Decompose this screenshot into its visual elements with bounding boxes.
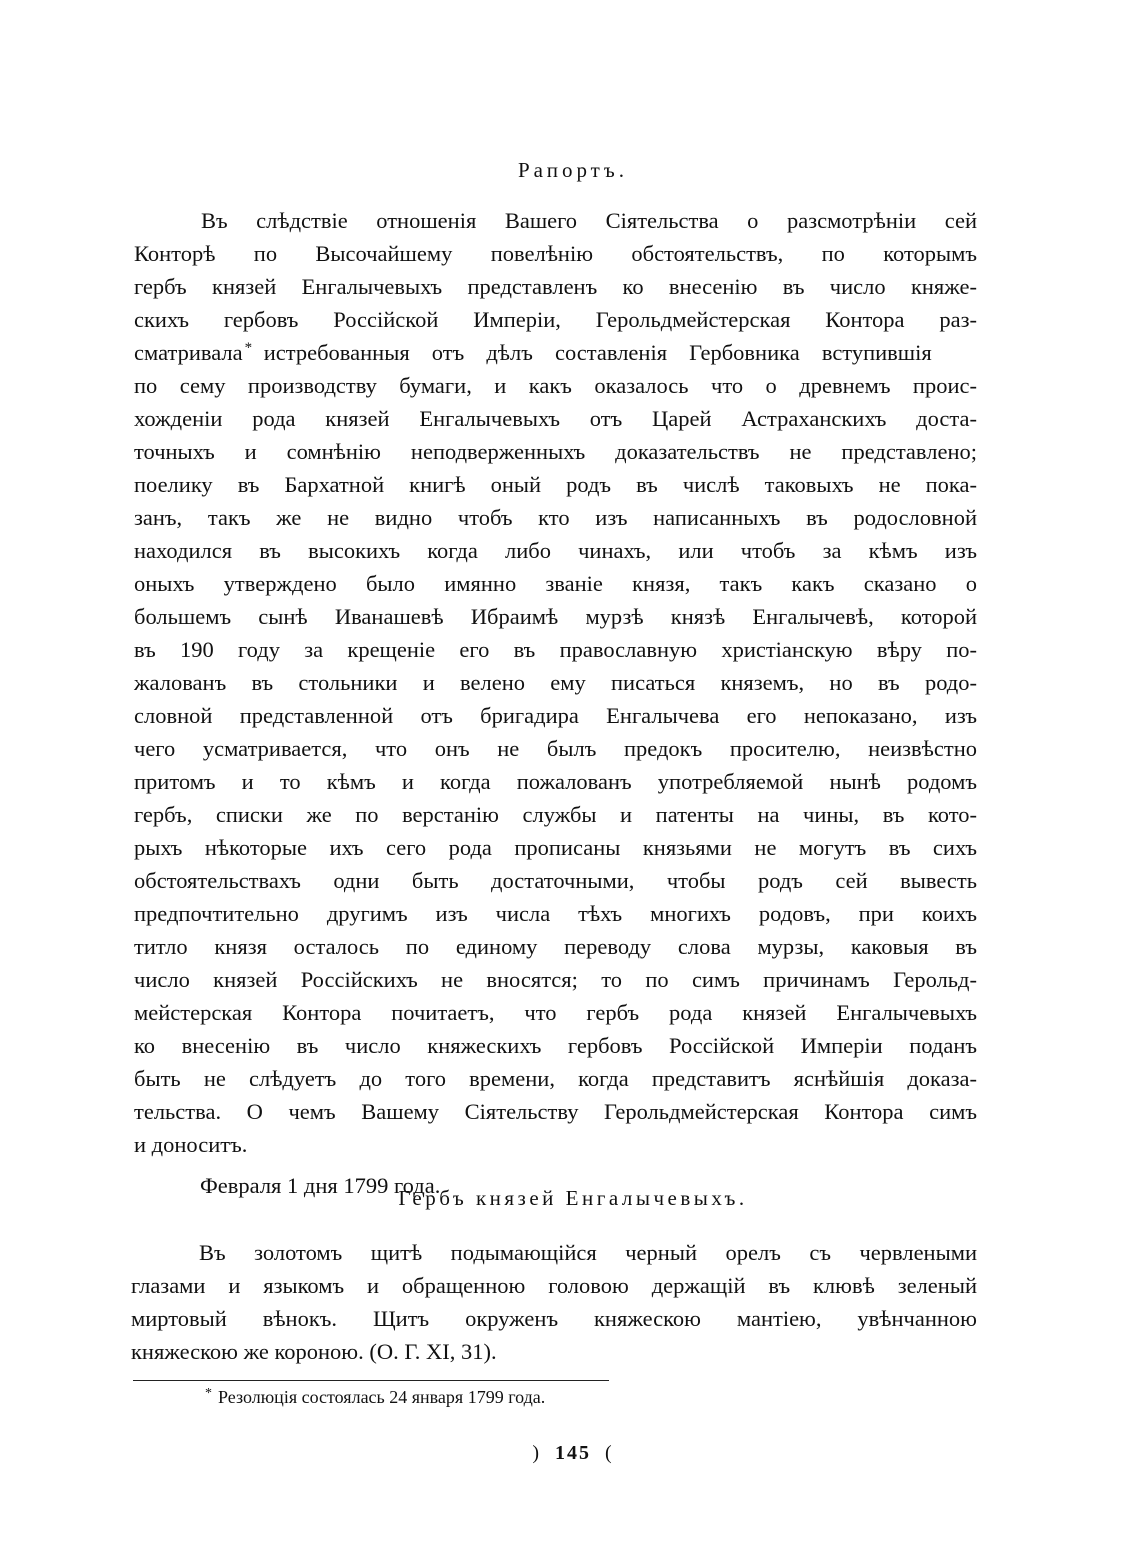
report-line: мейстерская Контора почитаетъ, что гербъ рода князей Енгалычевыхъ: [134, 1000, 977, 1025]
footnote-divider: [133, 1380, 609, 1381]
page-number-left-bracket: ): [532, 1442, 541, 1464]
report-line: ко внесенію въ число княжескихъ гербовъ Россійской Имперіи поданъ: [134, 1033, 977, 1058]
report-line-fragment: сматривала: [134, 340, 243, 365]
report-line: гербъ князей Енгалычевыхъ представленъ ко внесенію въ число княже-: [134, 274, 977, 299]
report-line: число князей Россійскихъ не вносятся; то по симъ причинамъ Герольд-: [134, 967, 977, 992]
report-line: притомъ и то кѣмъ и когда пожалованъ употребляемой нынѣ родомъ: [134, 769, 977, 794]
report-line: тельства. О чемъ Вашему Сіятельству Герольдмейстерская Контора симъ: [134, 1099, 977, 1124]
page-number-value: 145: [555, 1442, 591, 1464]
report-line: Конторѣ по Высочайшему повелѣнію обстоятельствъ, по которымъ: [134, 241, 977, 266]
report-line: скихъ гербовъ Россійской Имперіи, Герольдмейстерская Контора раз-: [134, 307, 977, 332]
footnote-text: Резолюція состоялась 24 января 1799 года.: [218, 1387, 546, 1407]
report-line: Въ слѣдствіе отношенія Вашего Сіятельства о разсмотрѣніи сей: [201, 208, 977, 233]
arms-line: княжескою же короною. (О. Г. XI, 31).: [131, 1339, 497, 1364]
report-line: по сему производству бумаги, и какъ оказалось что о древнемъ проис-: [134, 373, 977, 398]
report-line: обстоятельствахъ одни быть достаточными, чтобы родъ сей вывесть: [134, 868, 977, 893]
arms-line: Въ золотомъ щитѣ подымающійся черный орелъ съ червлеными: [199, 1240, 977, 1265]
report-line: занъ, такъ же не видно чтобъ кто изъ написанныхъ въ родословной: [134, 505, 977, 530]
report-line: титло князя осталось по единому переводу слова мурзы, каковыя въ: [134, 934, 977, 959]
report-line: гербъ, списки же по верстанію службы и патенты на чины, въ кото-: [134, 802, 977, 827]
arms-line: глазами и языкомъ и обращенною головою держащій въ клювѣ зеленый: [131, 1273, 977, 1298]
report-line: чего усматривается, что онъ не былъ предокъ просителю, неизвѣстно: [134, 736, 977, 761]
report-line: словной представленной отъ бригадира Енгалычева его непоказано, изъ: [134, 703, 977, 728]
footnote-mark: *: [205, 1386, 212, 1401]
report-line-fragment: истребованныя отъ дѣлъ составленія Гербовника вступившія: [263, 340, 932, 365]
arms-line: миртовый вѣнокъ. Щитъ окруженъ княжескою мантіею, увѣнчанною: [131, 1306, 977, 1331]
report-line: быть не слѣдуетъ до того времени, когда представитъ яснѣйшія доказа-: [134, 1066, 977, 1091]
report-line: предпочтительно другимъ изъ числа тѣхъ многихъ родовъ, при коихъ: [134, 901, 977, 926]
report-line: въ 190 году за крещеніе его въ православную христіанскую вѣру по-: [134, 637, 977, 662]
report-line: большемъ сынѣ Иванашевѣ Ибраимѣ мурзѣ князѣ Енгалычевѣ, которой: [134, 604, 977, 629]
report-date: Февраля 1 дня 1799 года.: [200, 1173, 441, 1198]
report-line: оныхъ утверждено было имянно званіе князя, такъ какъ сказано о: [134, 571, 977, 596]
arms-title: Гербъ князей Енгалычевыхъ.: [398, 1186, 748, 1210]
report-line: поелику въ Бархатной книгѣ оный родъ въ числѣ таковыхъ не пока-: [134, 472, 977, 497]
report-line: хожденіи рода князей Енгалычевыхъ отъ Царей Астраханскихъ доста-: [134, 406, 977, 431]
report-line: [134, 337, 977, 369]
report-line: находился въ высокихъ когда либо чинахъ, или чтобъ за кѣмъ изъ: [134, 538, 977, 563]
report-title: Рапортъ.: [518, 158, 628, 182]
page-number-right-bracket: (: [605, 1442, 614, 1464]
report-line: и доноситъ.: [134, 1132, 248, 1157]
report-line: рыхъ нѣкоторые ихъ сего рода прописаны князьями не могутъ въ сихъ: [134, 835, 977, 860]
footnote-reference-mark: *: [244, 340, 253, 356]
report-line: точныхъ и сомнѣнію неподверженныхъ доказательствъ не представлено;: [134, 439, 977, 464]
report-line: жалованъ въ стольники и велено ему писаться княземъ, но въ родо-: [134, 670, 977, 695]
footnote: [205, 1382, 545, 1415]
page-number: [0, 1442, 1146, 1465]
